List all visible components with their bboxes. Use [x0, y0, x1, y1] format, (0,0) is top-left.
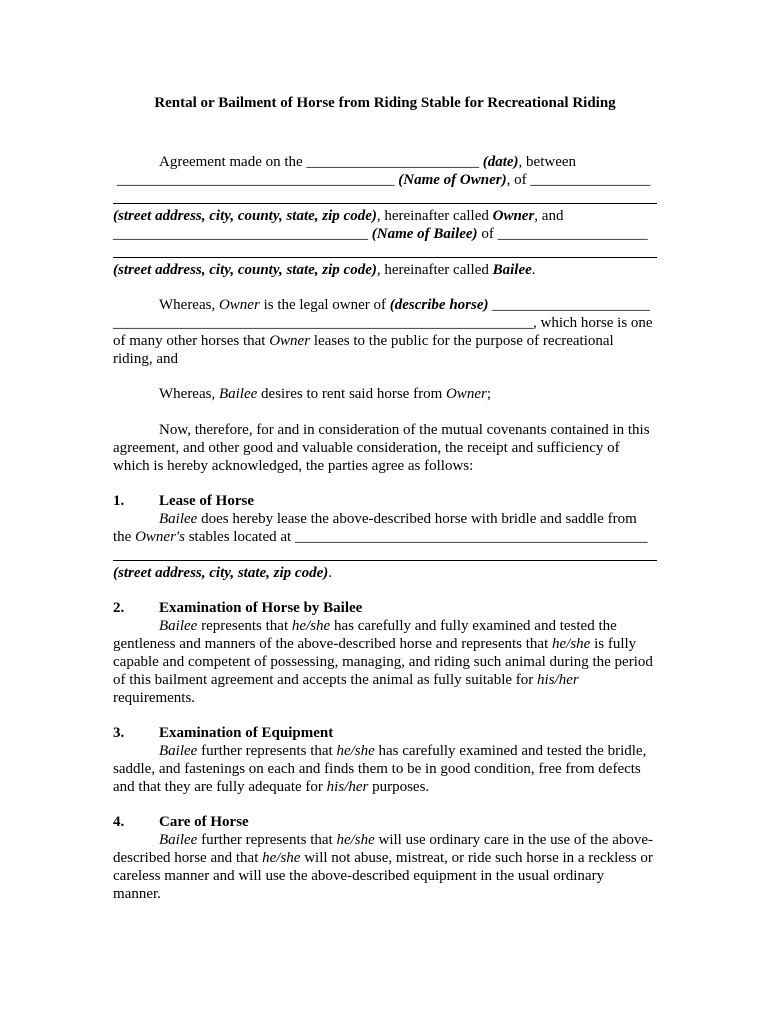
- section-1-line-1: Bailee does hereby lease the above-described horse with bridle and saddle from: [159, 511, 637, 527]
- section-3-line-1: Bailee further represents that he/she has carefully examined and tested the bridle,: [159, 743, 647, 759]
- stable-location-blank[interactable]: _______________________________________________: [294, 529, 648, 545]
- whereas1-line-4: riding, and: [113, 351, 178, 367]
- section-1-line-3: (street address, city, state, zip code).: [113, 565, 332, 581]
- section-4-line-3: careless manner and will use the above-described equipment in the usual ordinary: [113, 868, 605, 884]
- section-4-line-4: manner.: [113, 886, 161, 902]
- now-therefore-line-1: Now, therefore, for and in consideration of the mutual covenants contained in this: [159, 422, 650, 438]
- whereas1-line-3: of many other horses that Owner leases to the public for the purpose of recreational: [113, 333, 614, 349]
- now-therefore-line-2: agreement, and other good and valuable consideration, the receipt and sufficiency of: [113, 440, 620, 456]
- whereas1-line-1: Whereas, Owner is the legal owner of (describe horse) _____________________: [159, 297, 650, 313]
- whereas2-line: Whereas, Bailee desires to rent said horse from Owner;: [159, 386, 492, 402]
- section-1-line-2: the Owner's stables located at _______________________________________________: [113, 529, 648, 545]
- section-2-line-5: requirements.: [113, 690, 196, 706]
- section-2-number: 2.: [113, 600, 125, 616]
- stable-address-rule[interactable]: [113, 560, 657, 561]
- section-3-heading: Examination of Equipment: [159, 725, 334, 741]
- section-4-line-2: described horse and that he/she will not abuse, mistreat, or ride such horse in a reckless or: [113, 850, 653, 866]
- owner-address-rule[interactable]: [113, 203, 657, 204]
- section-3-line-3: and that they are fully adequate for his/her purposes.: [113, 779, 430, 795]
- section-4-heading: Care of Horse: [159, 814, 249, 830]
- bailee-name-blank[interactable]: __________________________________: [113, 226, 368, 242]
- intro-line-3: (street address, city, county, state, zip code), hereinafter called Owner, and: [113, 208, 564, 224]
- intro-line-5: (street address, city, county, state, zip code), hereinafter called Bailee.: [113, 262, 536, 278]
- section-2-line-1: Bailee represents that he/she has carefully and fully examined and tested the: [159, 618, 617, 634]
- now-therefore-line-3: which is hereby acknowledged, the parties agree as follows:: [113, 458, 474, 474]
- section-2-heading: Examination of Horse by Bailee: [159, 600, 363, 616]
- horse-description-blank-2[interactable]: ________________________________________________________: [113, 315, 533, 331]
- section-3-number: 3.: [113, 725, 125, 741]
- owner-of-blank[interactable]: ________________: [530, 172, 651, 188]
- section-3-line-2: saddle, and fastenings on each and finds them to be in good condition, free from defects: [113, 761, 641, 777]
- owner-name-blank[interactable]: _____________________________________: [117, 172, 395, 188]
- bailee-of-blank[interactable]: ____________________: [497, 226, 648, 242]
- date-blank[interactable]: _______________________: [306, 154, 479, 170]
- document-title: Rental or Bailment of Horse from Riding Stable for Recreational Riding: [154, 95, 616, 111]
- intro-line-2: _____________________________________ (Name of Owner), of ________________: [117, 172, 651, 188]
- intro-line-1: Agreement made on the _______________________ (date), between: [159, 154, 577, 170]
- section-2-line-2: gentleness and manners of the above-described horse and represents that he/she is fully: [113, 636, 637, 652]
- section-2-line-3: capable and competent of possessing, managing, and riding such animal during the period: [113, 654, 653, 670]
- section-4-number: 4.: [113, 814, 125, 830]
- section-2-line-4: of this bailment agreement and accepts the animal as fully suitable for his/her: [113, 672, 579, 688]
- bailee-address-rule[interactable]: [113, 257, 657, 258]
- section-1-number: 1.: [113, 493, 125, 509]
- intro-line-4: __________________________________ (Name of Bailee) of ____________________: [113, 226, 648, 242]
- horse-description-blank[interactable]: _____________________: [492, 297, 650, 313]
- section-1-heading: Lease of Horse: [159, 493, 254, 509]
- whereas1-line-2: ________________________________________________________, which horse is one: [113, 315, 653, 331]
- section-4-line-1: Bailee further represents that he/she will use ordinary care in the use of the above-: [159, 832, 653, 848]
